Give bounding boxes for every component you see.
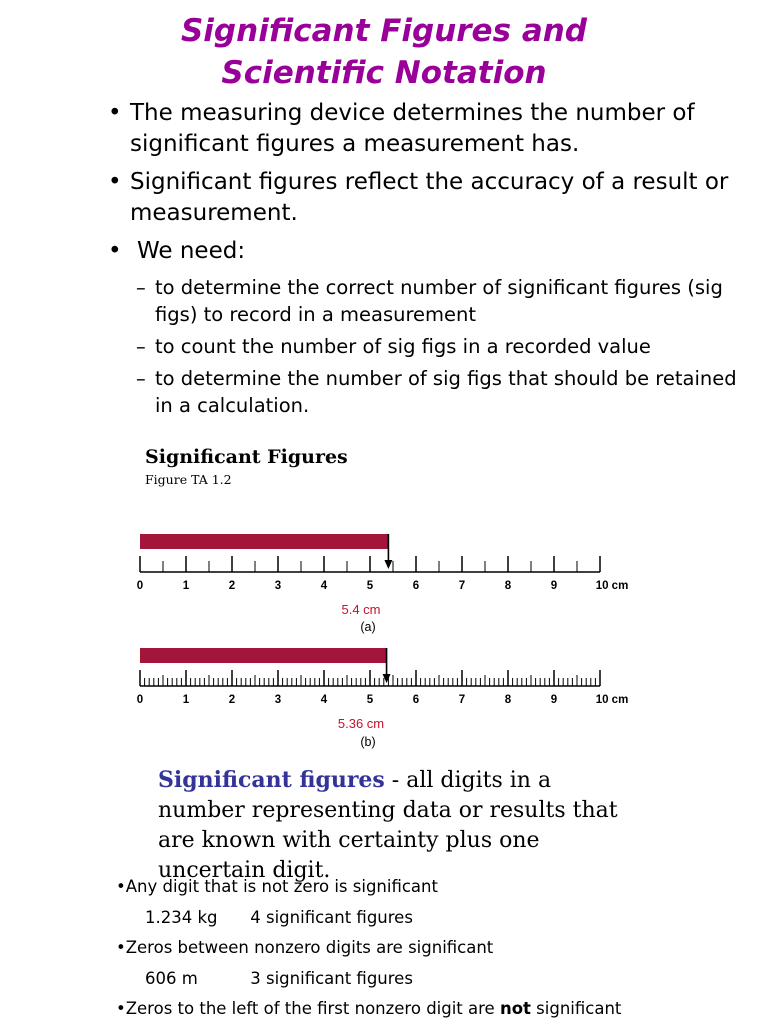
sub-bullet-item xyxy=(108,365,748,419)
definition-paragraph xyxy=(158,765,628,886)
tick-label: 8 xyxy=(504,694,512,706)
ruler-caption: (a) xyxy=(360,620,376,634)
tick-label: 2 xyxy=(228,580,236,592)
reading-label: 5.36 cm xyxy=(337,716,385,731)
rules-list xyxy=(116,872,756,1025)
tick-label: 8 xyxy=(504,580,512,592)
tick-label: 9 xyxy=(550,694,558,706)
bullet-text: The measuring device determines the number of significant figures a measurement has. xyxy=(130,100,695,157)
tick-label: 5 xyxy=(366,580,374,592)
example-value: 606 m xyxy=(145,968,198,988)
reading-label: 5.4 cm xyxy=(341,602,381,617)
example-count: 3 significant figures xyxy=(250,968,413,988)
rule-example xyxy=(116,964,756,995)
rule-item: •Any digit that is not zero is significant xyxy=(116,877,438,896)
bullet-marker: • xyxy=(108,169,122,195)
measurement-bar xyxy=(140,534,388,549)
sub-bullet-text: to count the number of sig figs in a recorded value xyxy=(155,335,651,358)
tick-label: 6 xyxy=(412,694,420,706)
bullet-marker: • xyxy=(108,100,122,126)
ruler-figure xyxy=(130,440,650,755)
rule-item: •Zeros between nonzero digits are significant xyxy=(116,938,494,957)
sub-bullet-item xyxy=(108,274,748,328)
tick-label: 3 xyxy=(274,694,282,706)
ruler-diagram xyxy=(130,440,650,755)
tick-label: 1 xyxy=(182,694,190,706)
tick-label: 2 xyxy=(228,694,236,706)
sub-bullet-item xyxy=(108,333,748,360)
title-line-1: Significant Figures and xyxy=(180,13,587,49)
definition-term: Significant figures xyxy=(158,767,385,793)
tick-label: 0 xyxy=(136,580,144,592)
tick-label: 9 xyxy=(550,580,558,592)
tick-label: 10 cm xyxy=(595,580,629,592)
ruler-caption: (b) xyxy=(360,735,376,749)
sub-bullet-text: to determine the correct number of significant figures (sig figs) to record in a measurement xyxy=(155,276,723,326)
sub-bullet-text: to determine the number of sig figs that should be retained in a calculation. xyxy=(155,367,737,417)
dash-marker: – xyxy=(136,335,146,358)
tick-label: 4 xyxy=(320,694,328,706)
tick-label: 6 xyxy=(412,580,420,592)
measurement-bar xyxy=(140,648,387,663)
bullet-text: We need: xyxy=(137,238,246,264)
ruler-a xyxy=(137,534,629,634)
rule-example xyxy=(116,903,756,934)
rule-emphasis: not xyxy=(499,999,531,1018)
figure-subtitle: Figure TA 1.2 xyxy=(145,472,232,487)
dash-marker: – xyxy=(136,367,146,390)
definition-text: - all digits in a number representing data or results that are known with certainty plus one uncertain digit. xyxy=(158,768,618,883)
bullet-item xyxy=(108,98,748,160)
tick-label: 3 xyxy=(274,580,282,592)
example-count: 4 significant figures xyxy=(250,907,413,927)
rule-item xyxy=(116,994,756,1025)
pointer-arrowhead xyxy=(384,560,392,569)
rule-text: significant xyxy=(530,999,622,1018)
bullet-item xyxy=(108,236,748,267)
tick-label: 5 xyxy=(366,694,374,706)
bullet-list xyxy=(108,98,748,424)
tick-label: 0 xyxy=(136,694,144,706)
tick-label: 7 xyxy=(458,580,466,592)
dash-marker: – xyxy=(136,276,146,299)
rule-text: •Zeros to the left of the first nonzero digit are xyxy=(116,999,500,1018)
tick-label: 4 xyxy=(320,580,328,592)
figure-title: Significant Figures xyxy=(145,446,348,468)
bullet-marker: • xyxy=(108,238,122,264)
tick-label: 10 cm xyxy=(595,694,629,706)
tick-label: 7 xyxy=(458,694,466,706)
ruler-b xyxy=(137,648,629,749)
title-line-2: Scientific Notation xyxy=(221,55,547,91)
bullet-item xyxy=(108,167,748,229)
tick-label: 1 xyxy=(182,580,190,592)
bullet-text: Significant figures reflect the accuracy of a result or measurement. xyxy=(130,169,729,226)
example-value: 1.234 kg xyxy=(145,907,218,927)
